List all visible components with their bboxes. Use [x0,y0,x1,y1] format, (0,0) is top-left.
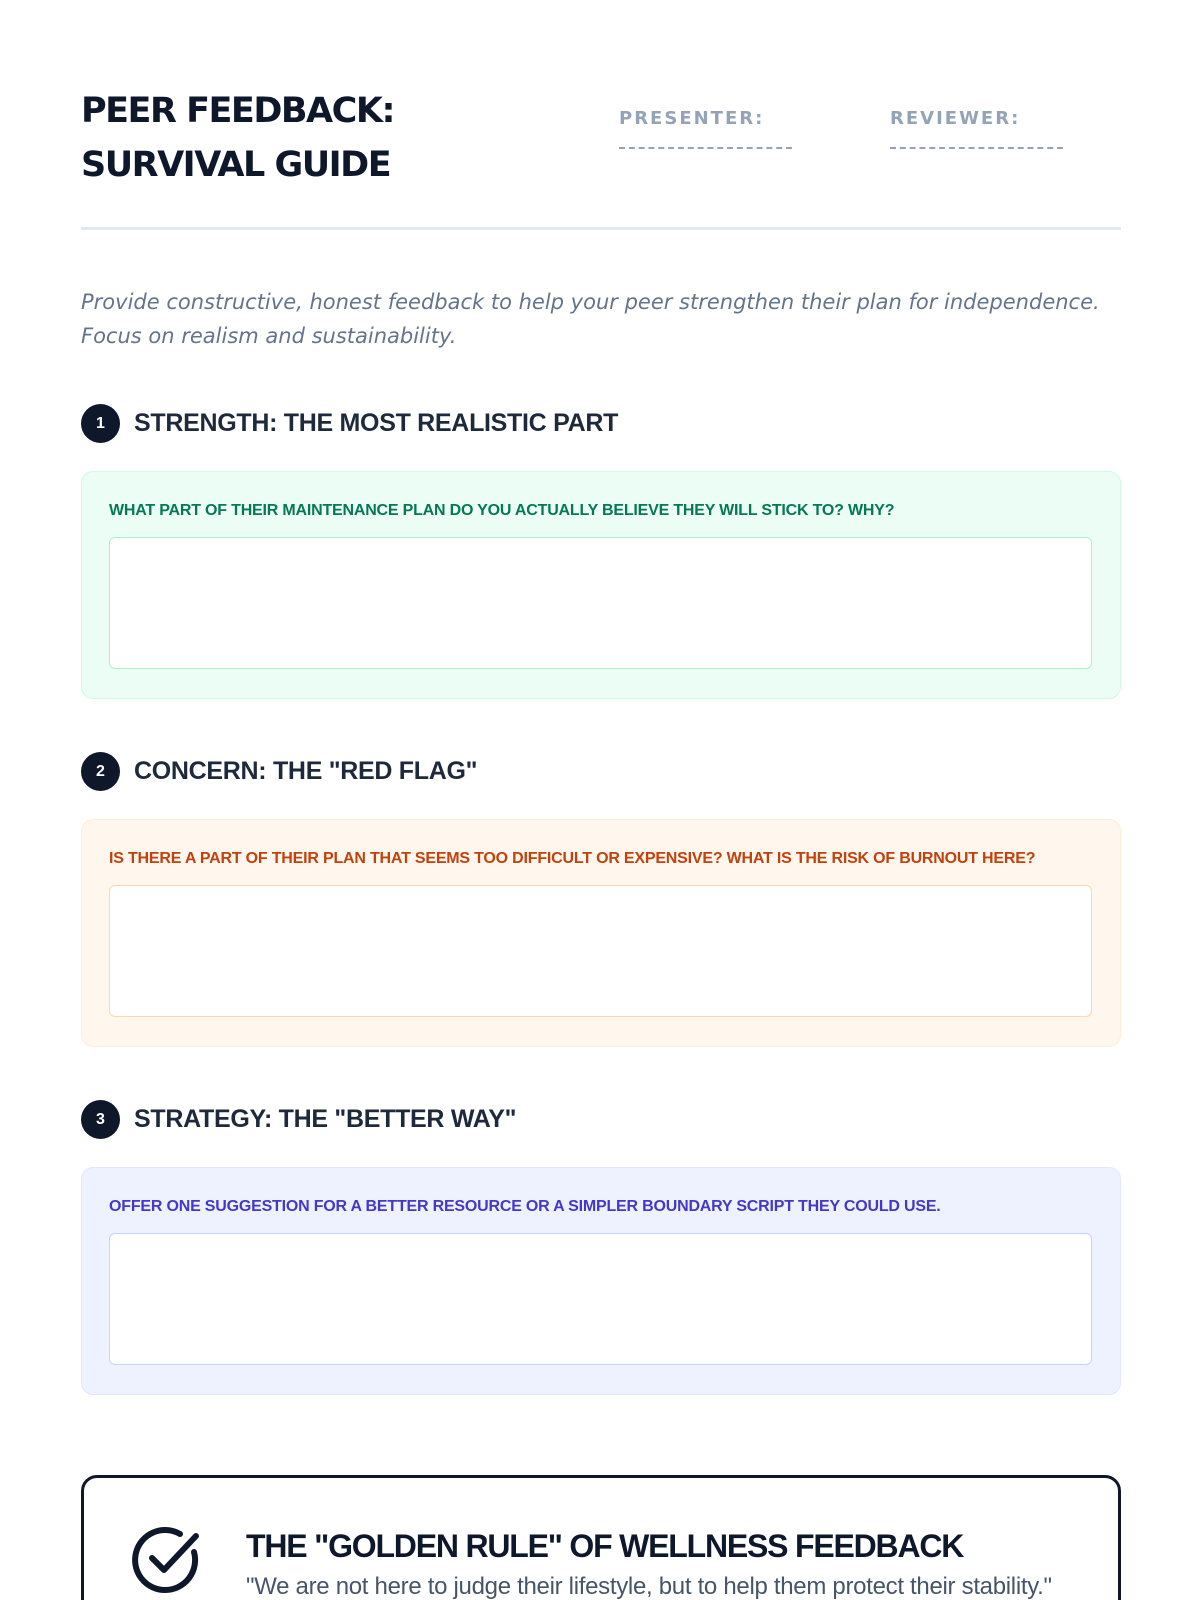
section-number-badge: 2 [81,752,120,791]
intro-line1: Provide constructive, honest feedback to help your peer strengthen their plan for independence. [81,290,1100,314]
page-title-line1: PEER FEEDBACK: [81,91,394,131]
section-title: STRATEGY: THE "BETTER WAY" [134,1105,517,1133]
strategy-answer-box[interactable] [109,1233,1092,1365]
intro-line2: Focus on realism and sustainability. [81,324,457,348]
reviewer-blank-line[interactable] [890,147,1063,149]
section-title: CONCERN: THE "RED FLAG" [134,757,478,785]
section-2-heading [81,752,477,791]
reviewer-label: REVIEWER: [890,108,1021,129]
presenter-blank-line[interactable] [619,147,792,149]
section-number-badge: 1 [81,404,120,443]
intro-text [81,285,1121,353]
strength-prompt: WHAT PART OF THEIR MAINTENANCE PLAN DO YOU ACTUALLY BELIEVE THEY WILL STICK TO? WHY? [109,502,895,519]
concern-answer-box[interactable] [109,885,1092,1017]
section-title: STRENGTH: THE MOST REALISTIC PART [134,409,619,437]
strategy-card [81,1167,1121,1395]
golden-rule-quote: "We are not here to judge their lifestyle, but to help them protect their stability." [246,1573,1052,1600]
reviewer-field[interactable] [890,108,1063,149]
section-1-heading [81,404,618,443]
section-number-badge: 3 [81,1100,120,1139]
strategy-prompt: OFFER ONE SUGGESTION FOR A BETTER RESOURCE OR A SIMPLER BOUNDARY SCRIPT THEY COULD USE. [109,1198,941,1215]
presenter-label: PRESENTER: [619,108,765,129]
strength-answer-box[interactable] [109,537,1092,669]
concern-card [81,819,1121,1047]
page-title-line2: SURVIVAL GUIDE [81,145,391,185]
section-3-heading [81,1100,516,1139]
golden-rule-title: THE "GOLDEN RULE" OF WELLNESS FEEDBACK [246,1528,964,1564]
strength-card [81,471,1121,699]
presenter-field[interactable] [619,108,792,149]
golden-rule-callout [81,1475,1121,1600]
check-circle-icon [128,1522,204,1598]
concern-prompt: IS THERE A PART OF THEIR PLAN THAT SEEMS TOO DIFFICULT OR EXPENSIVE? WHAT IS THE RISK OF BURNOUT HERE? [109,850,1036,867]
header-divider [81,227,1121,230]
